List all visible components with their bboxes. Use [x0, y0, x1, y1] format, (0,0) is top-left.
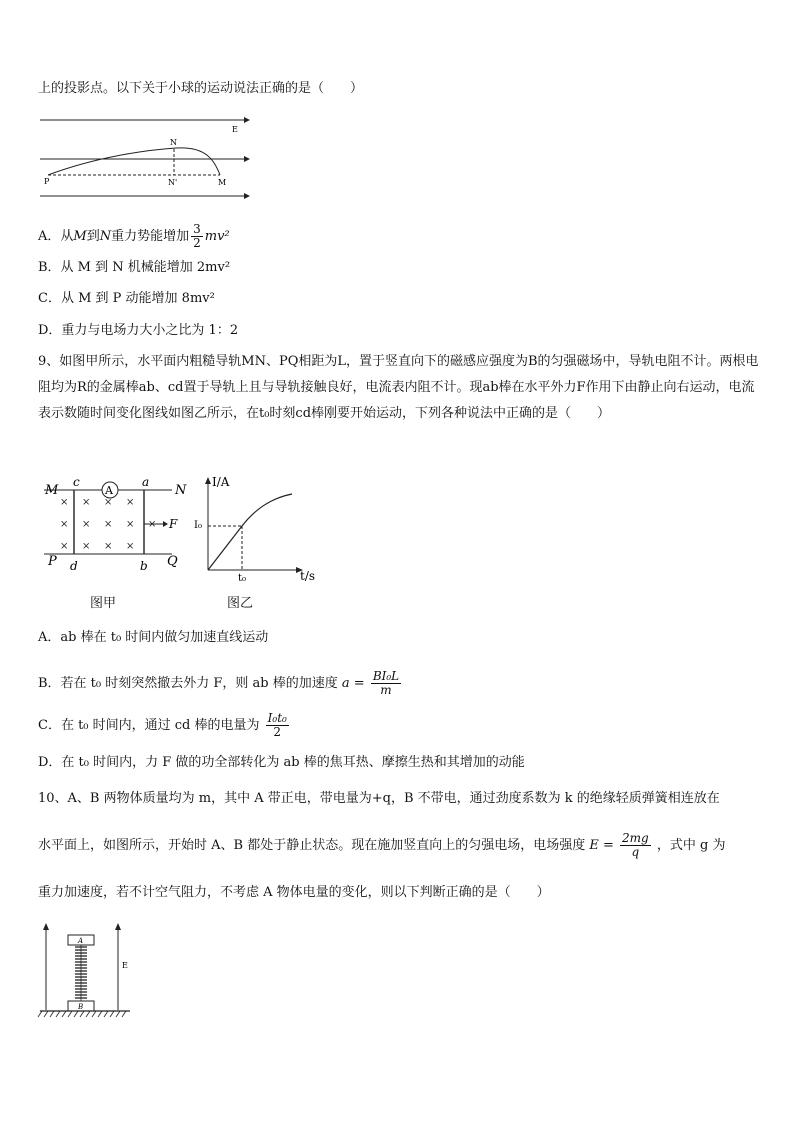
caption-fig-b: 图乙 [227, 596, 254, 611]
svg-text:×: × [60, 541, 69, 552]
q10-line-3: 重力加速度，若不计空气阻力，不考虑 A 物体电量的变化，则以下判断正确的是（ ） [38, 885, 550, 900]
q8-A-fraction: $\frac{3}{2}$ [193, 222, 201, 250]
q8-label-M: M [218, 178, 227, 187]
q10-figure [36, 918, 148, 1026]
q8-option-A[interactable]: A．从M到N重力势能增加 $\frac{3}{2}$ mv² [38, 222, 230, 250]
q8-label-P: P [44, 177, 50, 186]
label-P: P [48, 554, 57, 569]
svg-text:×: × [82, 497, 91, 508]
axis-xlabel: t/s [300, 569, 316, 583]
q9-option-C[interactable]: C．在 t₀ 时间内，通过 cd 棒的电量为 $\frac{\text{I₀t₀}}{2}$ [38, 711, 287, 739]
q8-intro: 上的投影点。以下关于小球的运动说法正确的是（ ） [38, 81, 364, 96]
q8-option-B[interactable]: B．从 M 到 N 机械能增加 2mv² [38, 260, 231, 275]
caption-fig-a: 图甲 [90, 596, 117, 611]
label-a: a [142, 475, 150, 489]
svg-text:×: × [126, 541, 135, 552]
label-t0: t₀ [238, 573, 247, 584]
svg-text:×: × [148, 519, 157, 530]
q8-option-C[interactable]: C．从 M 到 P 动能增加 8mv² [38, 291, 215, 306]
svg-text:×: × [104, 519, 113, 530]
q8-label-N: N [170, 138, 177, 147]
svg-text:×: × [60, 497, 69, 508]
ammeter-symbol: A [105, 484, 113, 497]
svg-text:×: × [126, 519, 135, 530]
q10-E-fraction: $\frac{2mg}{q}$ [622, 831, 649, 859]
label-I0: I₀ [194, 520, 202, 531]
label-F: F [169, 517, 178, 531]
label-M: M [45, 483, 59, 498]
label-c: c [73, 475, 80, 489]
q10-label-A: A [78, 937, 84, 945]
q9-option-D[interactable]: D．在 t₀ 时间内，力 F 做的功全部转化为 ab 棒的焦耳热、摩擦生热和其增加的动能 [38, 755, 525, 770]
svg-text:×: × [104, 541, 113, 552]
svg-text:×: × [104, 497, 113, 508]
q9-figure-b [192, 470, 332, 588]
label-d: d [70, 559, 78, 573]
svg-text:×: × [60, 519, 69, 530]
q8-figure [36, 112, 256, 204]
svg-text:×: × [82, 541, 91, 552]
q10-line-1: 10、A、B 两物体质量均为 m，其中 A 带正电，带电量为+q，B 不带电，通过劲度系数为 k 的绝缘轻质弹簧相连放在 [38, 791, 720, 806]
q8-label-N-prime: N' [168, 178, 178, 187]
svg-text:×: × [82, 519, 91, 530]
q9-stem: 9、如图甲所示，水平面内粗糙导轨MN、PQ相距为L，置于竖直向下的磁感应强度为B的匀强磁场中，导轨电阻不计。两根电阻均为R的金属棒ab、cd置于导轨上且与导轨接触良好，电流表内阻不计。现ab棒在水平外力F作用下由静止向右运动，电流表示数随时间变化图线如图乙所示，在t₀时刻cd棒刚要开始运动，下列各种说法中正确的是（ ） [38, 354, 759, 421]
q9-option-B[interactable]: B．若在 t₀ 时刻突然撤去外力 F，则 ab 棒的加速度 a = $\frac{\text{BI₀L}}{m}$ [38, 669, 400, 697]
label-N: N [175, 483, 187, 498]
q9-figure-a [44, 474, 194, 574]
svg-text:×: × [126, 497, 135, 508]
q10-label-B: B [78, 1003, 84, 1011]
label-Q: Q [167, 554, 178, 569]
q9-B-fraction: $\frac{\text{BI₀L}}{m}$ [372, 669, 400, 697]
axis-ylabel: I/A [212, 475, 230, 489]
label-b: b [140, 559, 148, 573]
q8-option-D[interactable]: D．重力与电场力大小之比为 1：2 [38, 323, 239, 338]
q9-option-A[interactable]: A．ab 棒在 t₀ 时间内做匀加速直线运动 [38, 630, 269, 645]
q10-line-2: 水平面上，如图所示，开始时 A、B 都处于静止状态。现在施加竖直向上的匀强电场，电场强度 E = $\frac{2mg}{q}$ ，式中 g 为 [38, 831, 726, 859]
q10-label-E: E [122, 961, 128, 970]
q9-C-fraction: $\frac{\text{I₀t₀}}{2}$ [267, 711, 287, 739]
q8-label-E: E [232, 125, 238, 134]
